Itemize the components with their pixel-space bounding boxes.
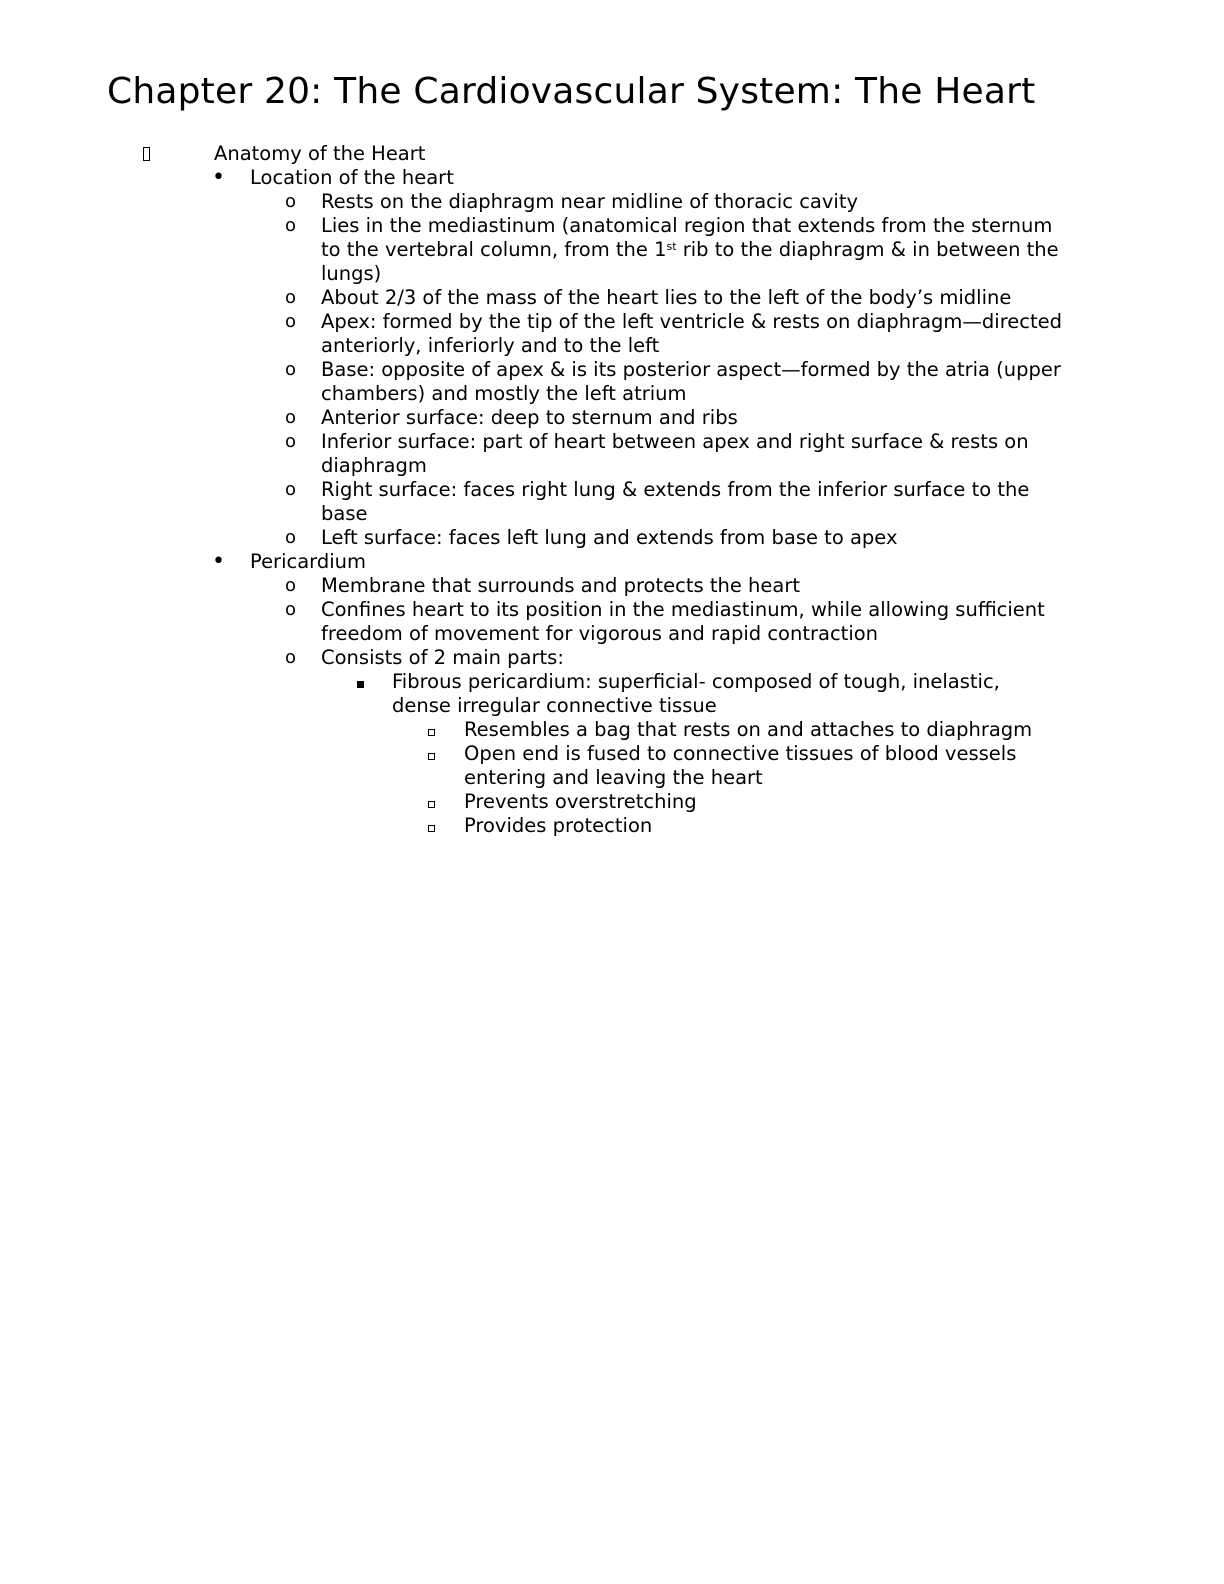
text-part: Lies in the mediastinum (anatomical region that extends from the sternum to the vertebral column, from the 1: [321, 214, 1053, 261]
list-item-text: Open end is fused to connective tissues of blood vessels entering and leaving the heart: [464, 742, 1017, 789]
topic-label: Pericardium: [250, 550, 366, 573]
outline-heading-anatomy: [0, 142, 1224, 166]
list-item: [0, 790, 1224, 814]
topic-location: [0, 166, 1224, 190]
circle-bullet-icon: o: [285, 287, 297, 308]
list-item: [0, 646, 1224, 670]
list-item-text: Base: opposite of apex & is its posterior aspect—formed by the atria (upper chambers) and mostly the left atrium: [321, 358, 1061, 405]
list-item: [0, 574, 1224, 598]
list-item: [0, 358, 1224, 406]
hollow-square-bullet-icon: [428, 790, 435, 814]
circle-bullet-icon: o: [285, 431, 297, 452]
list-item: [0, 670, 1224, 718]
list-item-text: Consists of 2 main parts:: [321, 646, 564, 669]
circle-bullet-icon: o: [285, 527, 297, 548]
list-item: [0, 598, 1224, 646]
list-item: [0, 718, 1224, 742]
list-item-text: Fibrous pericardium: superficial- composed of tough, inelastic, dense irregular connective tissue: [392, 670, 1000, 717]
text-part: rib to the diaphragm & in between the lungs): [321, 238, 1059, 285]
circle-bullet-icon: o: [285, 647, 297, 668]
topic-label: Location of the heart: [250, 166, 454, 189]
outline-list: [0, 142, 1224, 838]
list-item-text: Anterior surface: deep to sternum and ribs: [321, 406, 738, 429]
list-item: [0, 814, 1224, 838]
list-item-text: Left surface: faces left lung and extends from base to apex: [321, 526, 898, 549]
list-item-text: About 2/3 of the mass of the heart lies to the left of the body’s midline: [321, 286, 1012, 309]
list-item: [0, 742, 1224, 790]
circle-bullet-icon: o: [285, 311, 297, 332]
list-item: [0, 478, 1224, 526]
square-bullet-icon: [357, 670, 364, 694]
ordinal-superscript: st: [666, 239, 677, 253]
list-item-text: Provides protection: [464, 814, 653, 837]
list-item: [0, 190, 1224, 214]
list-item: [0, 526, 1224, 550]
circle-bullet-icon: o: [285, 479, 297, 500]
list-item-text: Resembles a bag that rests on and attaches to diaphragm: [464, 718, 1033, 741]
circle-bullet-icon: o: [285, 215, 297, 236]
list-item: [0, 406, 1224, 430]
list-item: [0, 430, 1224, 478]
list-item-text: Prevents overstretching: [464, 790, 697, 813]
hollow-square-bullet-icon: [428, 742, 435, 766]
circle-bullet-icon: o: [285, 191, 297, 212]
bullet-icon: •: [212, 165, 225, 190]
list-item: [0, 286, 1224, 310]
list-item-text: [321, 214, 1071, 286]
circle-bullet-icon: o: [285, 359, 297, 380]
list-item-text: Membrane that surrounds and protects the heart: [321, 574, 800, 597]
list-item: [0, 310, 1224, 358]
circle-bullet-icon: o: [285, 599, 297, 620]
circle-bullet-icon: o: [285, 575, 297, 596]
hollow-square-bullet-icon: [428, 718, 435, 742]
bullet-icon: •: [212, 549, 225, 574]
list-item-text: Apex: formed by the tip of the left ventricle & rests on diaphragm—directed anteriorly, inferiorly and to the left: [321, 310, 1063, 357]
list-item-text: Inferior surface: part of heart between apex and right surface & rests on diaphragm: [321, 430, 1029, 477]
page-title: Chapter 20: The Cardiovascular System: The Heart: [107, 71, 1036, 112]
list-item: [0, 214, 1224, 286]
hollow-square-bullet-icon: [428, 814, 435, 838]
list-item-text: Confines heart to its position in the mediastinum, while allowing sufficient freedom of movement for vigorous and rapid contraction: [321, 598, 1045, 645]
circle-bullet-icon: o: [285, 407, 297, 428]
list-item-text: Rests on the diaphragm near midline of thoracic cavity: [321, 190, 859, 213]
list-item-text: Right surface: faces right lung & extends from the inferior surface to the base: [321, 478, 1030, 525]
topic-pericardium: [0, 550, 1224, 574]
section-heading: Anatomy of the Heart: [214, 142, 426, 165]
